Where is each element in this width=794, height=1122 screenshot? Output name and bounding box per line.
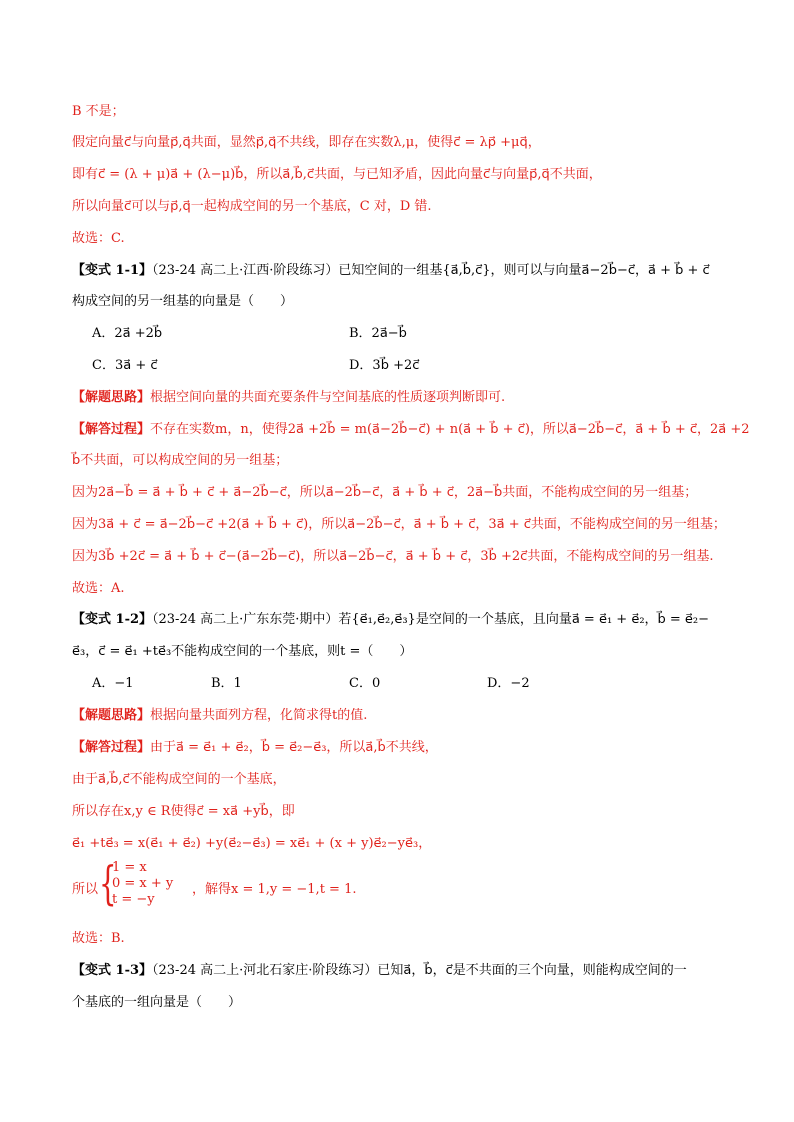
answer-line: 故选：C.: [72, 231, 125, 246]
question-text: （23-24 高二上·广东东莞·期中）若{e⃗₁,e⃗₂,e⃗₃}是空间的一个基底，且向量a⃗ = e⃗₁ + e⃗₂，b⃗ = e⃗₂−: [152, 612, 710, 627]
hint-text: 根据空间向量的共面充要条件与空间基底的性质逐项判断即可.: [150, 390, 506, 405]
solution-line: 所以存在x,y ∈ R使得c⃗ = xa⃗ +yb⃗，即: [72, 804, 295, 819]
question-text: 构成空间的另一组基的向量是（ ）: [72, 294, 294, 309]
solution-process: [72, 421, 750, 439]
option-c: C．0: [349, 676, 381, 691]
system-label: 所以: [72, 882, 99, 897]
solution-line: b⃗不共面，可以构成空间的另一组基；: [72, 453, 289, 468]
solution-line: 因为3a⃗ + c⃗ = a⃗−2b⃗−c⃗ +2(a⃗ + b⃗ + c⃗)，所以a⃗−2b⃗−c⃗，a⃗ + b⃗ + c⃗，3a⃗ + c⃗共面，不能构成空间的另一组基；: [72, 517, 726, 532]
solution-line: e⃗₁ +te⃗₃ = x(e⃗₁ + e⃗₂) +y(e⃗₂−e⃗₃) = xe⃗₁ + (x + y)e⃗₂−ye⃗₃，: [72, 836, 432, 851]
solution-line: 由于a⃗,b⃗,c⃗不能构成空间的一个基底，: [72, 772, 286, 787]
question-1-2: [72, 611, 728, 629]
solution-line: 因为3b⃗ +2c⃗ = a⃗ + b⃗ + c⃗−(a⃗−2b⃗−c⃗)，所以a⃗−2b⃗−c⃗，a⃗ + b⃗ + c⃗，3b⃗ +2c⃗共面，不能构成空间的另一组基.: [72, 549, 714, 564]
question-1-1: [72, 262, 728, 280]
solution-line: 所以向量c⃗可以与p⃗,q⃗一起构成空间的另一个基底，C 对，D 错.: [72, 199, 432, 214]
hint-text: 根据向量共面列方程，化简求得t的值.: [150, 708, 368, 723]
solution-hint: [72, 707, 728, 725]
question-tag: 【变式 1-2】: [72, 612, 153, 627]
process-tag: 【解答过程】: [72, 740, 151, 755]
equation-2: 0 = x + y: [112, 876, 174, 891]
question-text: 个基底的一组向量是（ ）: [72, 995, 242, 1010]
question-text: （23-24 高二上·河北石家庄·阶段练习）已知a⃗，b⃗，c⃗是不共面的三个向量，则能构成空间的一: [152, 963, 687, 978]
question-text: e⃗₃，c⃗ = e⃗₁ +te⃗₃不能构成空间的一个基底，则t =（ ）: [72, 644, 413, 659]
option-b: B．1: [211, 676, 242, 691]
answer-line: 故选：A.: [72, 581, 125, 596]
option-d: D．−2: [487, 676, 530, 691]
solution-line: 因为2a⃗−b⃗ = a⃗ + b⃗ + c⃗ + a⃗−2b⃗−c⃗，所以a⃗−2b⃗−c⃗，a⃗ + b⃗ + c⃗，2a⃗−b⃗共面，不能构成空间的另一组基；: [72, 485, 698, 500]
system-solution: ，解得x = 1,y = −1,t = 1.: [192, 882, 357, 897]
hint-tag: 【解题思路】: [72, 390, 151, 405]
system-equations: [112, 860, 173, 908]
option-c: C．3a⃗ + c⃗: [92, 358, 158, 373]
equation-1: 1 = x: [112, 860, 147, 875]
question-text: （23-24 高二上·江西·阶段练习）已知空间的一组基{a⃗,b⃗,c⃗}，则可以与向量a⃗−2b⃗−c⃗，a⃗ + b⃗ + c⃗: [152, 263, 710, 278]
option-b: B．2a⃗−b⃗: [349, 326, 407, 341]
solution-hint: [72, 389, 728, 407]
process-text: 不存在实数m，n，使得2a⃗ +2b⃗ = m(a⃗−2b⃗−c⃗) + n(a⃗ + b⃗ + c⃗)，所以a⃗−2b⃗−c⃗，a⃗ + b⃗ + c⃗，2a⃗ +2: [150, 422, 750, 437]
process-text: 由于a⃗ = e⃗₁ + e⃗₂，b⃗ = e⃗₂−e⃗₃，所以a⃗,b⃗不共线，: [150, 740, 438, 755]
left-brace: {: [99, 856, 117, 910]
option-a: A．2a⃗ +2b⃗: [92, 326, 163, 341]
solution-line: 即有c⃗ = (λ + μ)a⃗ + (λ−μ)b⃗，所以a⃗,b⃗,c⃗共面，与已知矛盾，因此向量c⃗与向量p⃗,q⃗不共面，: [72, 167, 602, 182]
option-a: A．−1: [92, 676, 134, 691]
question-tag: 【变式 1-3】: [72, 963, 153, 978]
question-tag: 【变式 1-1】: [72, 263, 153, 278]
equation-3: t = −y: [112, 892, 155, 907]
solution-line: B 不是；: [72, 104, 125, 119]
option-d: D．3b⃗ +2c⃗: [349, 358, 420, 373]
process-tag: 【解答过程】: [72, 422, 151, 437]
solution-line: 假定向量c⃗与向量p⃗,q⃗共面，显然p⃗,q⃗不共线，即存在实数λ,μ，使得c⃗ = λp⃗ +μq⃗，: [72, 135, 541, 150]
question-1-3: [72, 962, 728, 980]
solution-process: [72, 739, 728, 757]
hint-tag: 【解题思路】: [72, 708, 151, 723]
answer-line: 故选：B.: [72, 931, 125, 946]
